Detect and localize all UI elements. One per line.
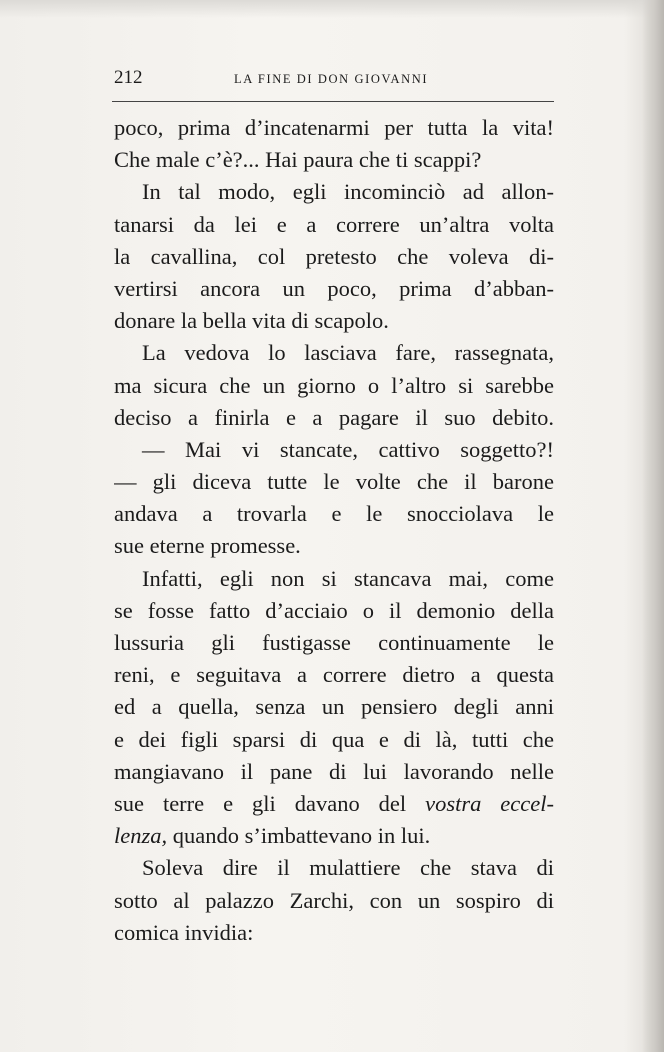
page-top-shadow (0, 0, 664, 18)
text-line: In tal modo, egli incominciò ad allon- (142, 179, 554, 205)
page-right-edge (642, 0, 664, 1052)
text-line: La vedova lo lasciava fare, rassegnata, (142, 340, 554, 366)
text-line: deciso a finirla e a pagare il suo debito. (114, 404, 554, 430)
page-header (114, 66, 554, 90)
text-line: Infatti, egli non si stancava mai, come (142, 565, 554, 591)
text-line: donare la bella vita di scapolo. (114, 308, 389, 334)
italic-text: lenza, (114, 823, 168, 849)
running-title: LA FINE DI DON GIOVANNI (234, 72, 429, 86)
text-line: e dei figli sparsi di qua e di là, tutti che (114, 726, 554, 752)
body-text (114, 112, 554, 949)
text-line: ma sicura che un giorno o l’altro si sarebbe (114, 372, 554, 398)
italic-text: vostra eccel- (425, 790, 554, 816)
text-line: — Mai vi stancate, cattivo soggetto?! (142, 436, 554, 462)
header-rule (112, 101, 554, 102)
text-line: tanarsi da lei e a correre un’altra volta (114, 211, 554, 237)
text-line: lussuria gli fustigasse continuamente le (114, 630, 554, 655)
text-line: sotto al palazzo Zarchi, con un sospiro di (114, 887, 554, 913)
text-line: la cavallina, col pretesto che voleva di- (114, 243, 554, 269)
text-line: andava a trovarla e le snocciolava le (114, 501, 554, 527)
text-line: Soleva dire il mulattiere che stava di (142, 855, 554, 881)
text-fragment: sue terre e gli davano del (114, 790, 426, 816)
text-line: comica invidia: (114, 919, 254, 945)
text-line: reni, e seguitava a correre dietro a questa (114, 662, 554, 688)
page-number: 212 (114, 67, 143, 88)
text-line: mangiavano il pane di lui lavorando nelle (114, 758, 554, 784)
text-line: — gli diceva tutte le volte che il barone (114, 469, 554, 495)
text-line: vertirsi ancora un poco, prima d’abban- (114, 275, 554, 301)
text-fragment: quando s’imbattevano in lui. (167, 823, 431, 849)
text-line: sue eterne promesse. (114, 533, 301, 559)
text-line: Che male c’è?... Hai paura che ti scappi? (114, 147, 482, 173)
text-line: se fosse fatto d’acciaio o il demonio della (114, 597, 554, 623)
text-line: ed a quella, senza un pensiero degli anni (114, 694, 554, 720)
text-line (114, 788, 554, 820)
text-line (114, 820, 554, 852)
text-line: poco, prima d’incatenarmi per tutta la vita! (114, 115, 554, 140)
